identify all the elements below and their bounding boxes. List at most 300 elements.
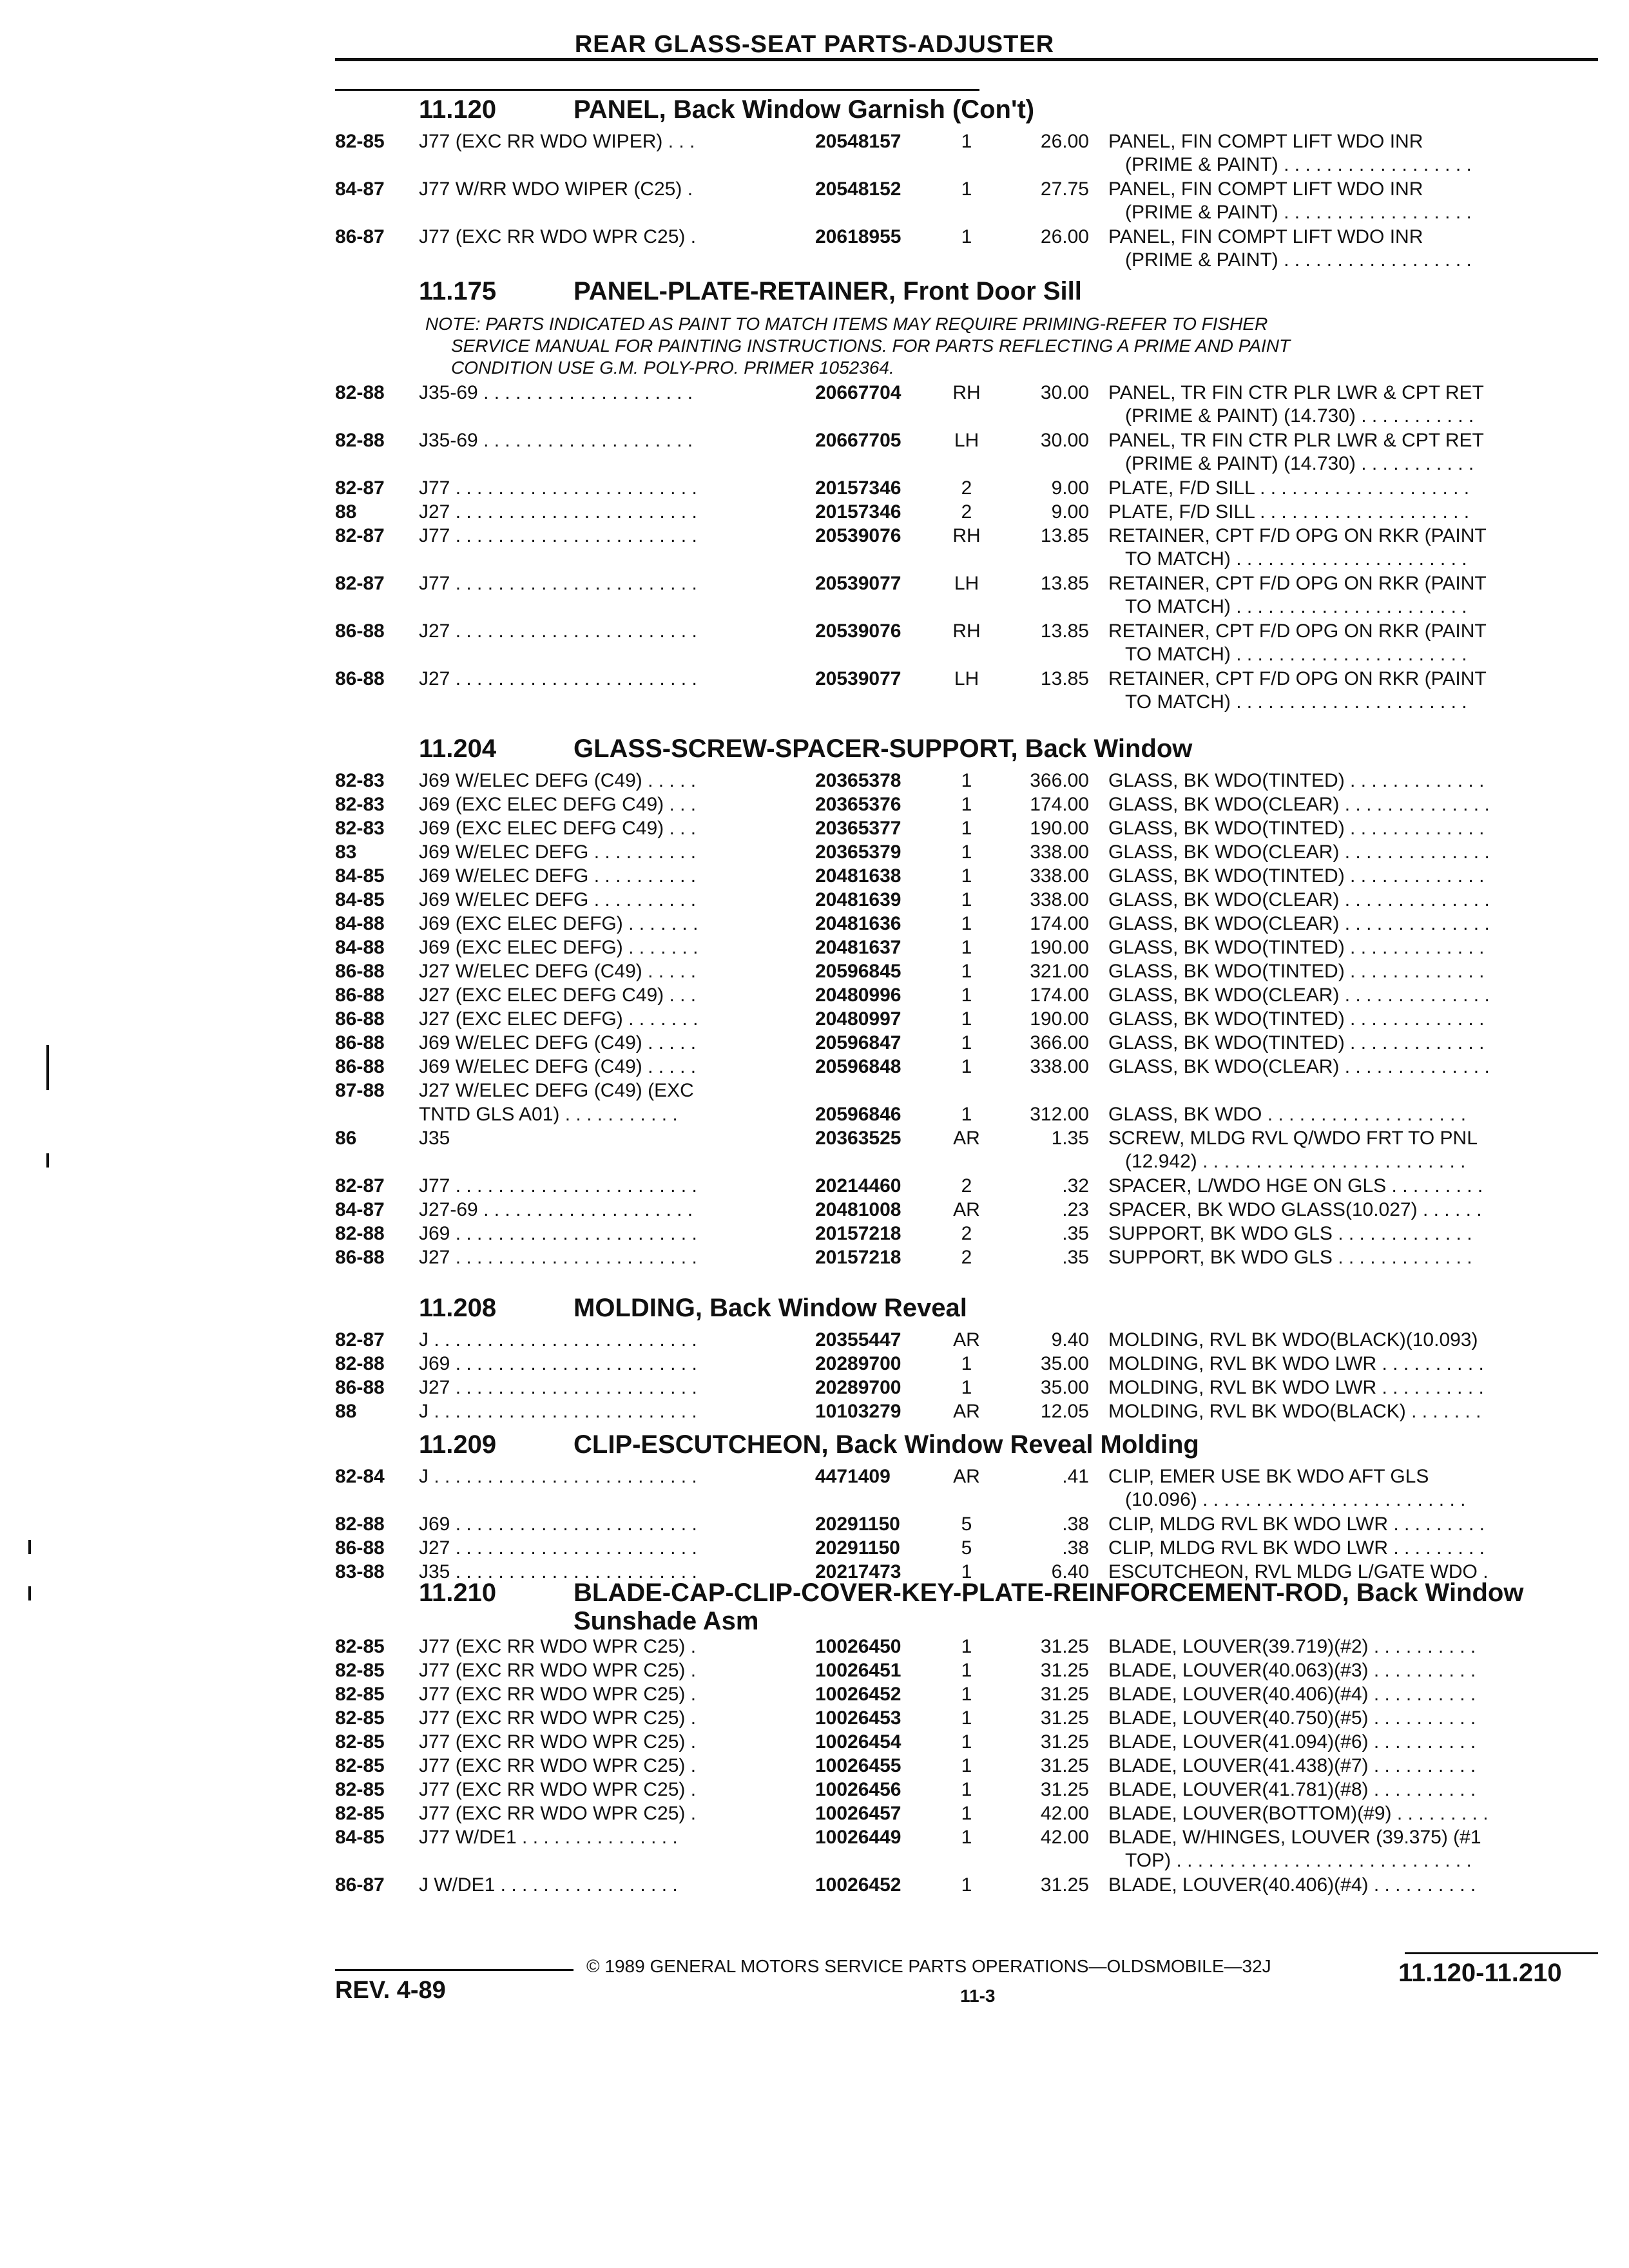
quantity: 1 xyxy=(961,770,972,791)
price: 190.00 xyxy=(1030,1008,1089,1030)
price: 338.00 xyxy=(1030,865,1089,887)
part-row xyxy=(335,1079,1598,1103)
model-code: J35 xyxy=(419,1128,450,1149)
part-description xyxy=(1108,1198,1611,1222)
model-code: J35-69 . . . . . . . . . . . . . . . . . . . . xyxy=(419,430,693,451)
description-line: BLADE, LOUVER(41.094)(#6) . . . . . . . . . . xyxy=(1108,1731,1476,1753)
model-code: J35-69 . . . . . . . . . . . . . . . . . . . . xyxy=(419,382,693,403)
price: .41 xyxy=(1062,1466,1089,1487)
price: 6.40 xyxy=(1051,1561,1089,1582)
part-row xyxy=(335,1635,1598,1659)
section-name: PANEL-PLATE-RETAINER, Front Door Sill xyxy=(574,277,1082,305)
part-row xyxy=(335,1465,1598,1513)
part-description xyxy=(1108,1032,1611,1055)
part-number: 4471409 xyxy=(815,1466,891,1487)
model-year: 82-87 xyxy=(335,525,385,546)
part-number: 20539076 xyxy=(815,525,901,546)
description-line: CLIP, MLDG RVL BK WDO LWR . . . . . . . . . xyxy=(1108,1514,1485,1535)
quantity: RH xyxy=(952,382,981,403)
quantity: 1 xyxy=(961,985,972,1006)
quantity: 1 xyxy=(961,178,972,200)
part-row xyxy=(335,1826,1598,1874)
part-description xyxy=(1108,1707,1611,1730)
price: 190.00 xyxy=(1030,818,1089,839)
price: 174.00 xyxy=(1030,985,1089,1006)
quantity: 1 xyxy=(961,1032,972,1053)
description-line: BLADE, LOUVER(39.719)(#2) . . . . . . . . . . xyxy=(1108,1636,1476,1657)
quantity: LH xyxy=(954,573,979,594)
part-number: 10026457 xyxy=(815,1803,901,1824)
model-code: J27-69 . . . . . . . . . . . . . . . . . . . . xyxy=(419,1199,693,1220)
model-year: 82-85 xyxy=(335,1707,385,1729)
quantity: 2 xyxy=(961,1223,972,1244)
part-row xyxy=(335,960,1598,984)
part-description xyxy=(1108,1175,1611,1198)
description-line: RETAINER, CPT F/D OPG ON RKR (PAINT xyxy=(1108,668,1487,689)
description-line-2: (12.942) . . . . . . . . . . . . . . . . . . . . . . . . . xyxy=(1125,1151,1466,1172)
model-year: 86-88 xyxy=(335,1008,385,1030)
part-description xyxy=(1108,226,1611,272)
part-row xyxy=(335,1731,1598,1754)
model-year: 84-87 xyxy=(335,1199,385,1220)
part-number: 10026453 xyxy=(815,1707,901,1729)
part-row xyxy=(335,1329,1598,1352)
model-code: J69 (EXC ELEC DEFG) . . . . . . . xyxy=(419,937,699,958)
part-description xyxy=(1108,793,1611,816)
footer-rule-left xyxy=(335,1969,574,1971)
model-year: 83-88 xyxy=(335,1561,385,1582)
part-row xyxy=(335,381,1598,429)
model-code: J . . . . . . . . . . . . . . . . . . . . . . . . . xyxy=(419,1401,697,1422)
model-code: J . . . . . . . . . . . . . . . . . . . . . . . . . xyxy=(419,1466,697,1487)
model-code: J27 . . . . . . . . . . . . . . . . . . . . . . . xyxy=(419,1377,697,1398)
model-code: J27 . . . . . . . . . . . . . . . . . . . . . . . xyxy=(419,1247,697,1268)
price: 9.00 xyxy=(1051,501,1089,523)
part-description xyxy=(1108,1537,1611,1560)
part-description xyxy=(1108,130,1611,177)
model-code: J69 (EXC ELEC DEFG C49) . . . xyxy=(419,794,697,815)
description-line-2: (10.096) . . . . . . . . . . . . . . . . . . . . . . . . . xyxy=(1125,1489,1466,1510)
description-line: PLATE, F/D SILL . . . . . . . . . . . . . . . . . . . . xyxy=(1108,477,1470,499)
model-year: 86-88 xyxy=(335,668,385,689)
model-code: J W/DE1 . . . . . . . . . . . . . . . . . xyxy=(419,1874,678,1896)
price: 31.25 xyxy=(1040,1660,1089,1681)
description-line: RETAINER, CPT F/D OPG ON RKR (PAINT xyxy=(1108,620,1487,642)
model-code: J69 (EXC ELEC DEFG C49) . . . xyxy=(419,818,697,839)
model-year: 84-87 xyxy=(335,178,385,200)
part-number: 20596848 xyxy=(815,1056,901,1077)
description-line: GLASS, BK WDO(TINTED) . . . . . . . . . . . . . xyxy=(1108,1032,1485,1053)
price: 31.25 xyxy=(1040,1755,1089,1776)
description-line: SPACER, BK WDO GLASS(10.027) . . . . . . xyxy=(1108,1199,1482,1220)
model-code: J77 (EXC RR WDO WPR C25) . xyxy=(419,1803,697,1824)
part-description xyxy=(1108,429,1611,476)
price: .38 xyxy=(1062,1537,1089,1559)
price: 13.85 xyxy=(1040,525,1089,546)
part-row xyxy=(335,1778,1598,1802)
part-row xyxy=(335,524,1598,572)
part-number: 10103279 xyxy=(815,1401,901,1422)
part-description xyxy=(1108,1683,1611,1706)
model-year: 86-88 xyxy=(335,1032,385,1053)
quantity: RH xyxy=(952,620,981,642)
description-line: GLASS, BK WDO(CLEAR) . . . . . . . . . . . . . . xyxy=(1108,913,1490,934)
part-row xyxy=(335,936,1598,960)
description-line-2: TO MATCH) . . . . . . . . . . . . . . . . . . . . . . xyxy=(1125,691,1467,713)
part-description xyxy=(1108,984,1611,1007)
description-line: ESCUTCHEON, RVL MLDG L/GATE WDO . xyxy=(1108,1561,1489,1582)
part-row xyxy=(335,1352,1598,1376)
price: 13.85 xyxy=(1040,668,1089,689)
quantity: 1 xyxy=(961,841,972,863)
part-number: 20667705 xyxy=(815,430,901,451)
quantity: 1 xyxy=(961,1731,972,1753)
section-title xyxy=(335,1430,1598,1465)
model-code: J27 . . . . . . . . . . . . . . . . . . . . . . . xyxy=(419,668,697,689)
model-year: 88 xyxy=(335,501,357,523)
model-year: 82-87 xyxy=(335,477,385,499)
description-line: GLASS, BK WDO(CLEAR) . . . . . . . . . . . . . . xyxy=(1108,841,1490,863)
part-description xyxy=(1108,1731,1611,1754)
part-description xyxy=(1108,1127,1611,1173)
part-number: 20363525 xyxy=(815,1128,901,1149)
model-code: J77 (EXC RR WDO WPR C25) . xyxy=(419,1779,697,1800)
section-name: PANEL, Back Window Garnish (Con't) xyxy=(574,95,1035,124)
quantity: 1 xyxy=(961,961,972,982)
description-line: SUPPORT, BK WDO GLS . . . . . . . . . . . . . xyxy=(1108,1247,1472,1268)
model-code: J27 W/ELEC DEFG (C49) (EXC xyxy=(419,1080,694,1101)
model-year: 84-85 xyxy=(335,889,385,910)
part-number: 20291150 xyxy=(815,1537,900,1559)
part-row xyxy=(335,841,1598,865)
description-line: BLADE, LOUVER(41.438)(#7) . . . . . . . . . . xyxy=(1108,1755,1476,1776)
model-code: J77 (EXC RR WDO WPR C25) . xyxy=(419,1636,697,1657)
part-description xyxy=(1108,1103,1611,1126)
model-code: J77 . . . . . . . . . . . . . . . . . . . . . . . xyxy=(419,573,697,594)
part-row xyxy=(335,1513,1598,1537)
page-header-title: REAR GLASS-SEAT PARTS-ADJUSTER xyxy=(574,31,1055,58)
part-description xyxy=(1108,477,1611,500)
price: 9.40 xyxy=(1051,1329,1089,1350)
description-line: CLIP, EMER USE BK WDO AFT GLS xyxy=(1108,1466,1429,1487)
description-line: GLASS, BK WDO(TINTED) . . . . . . . . . . . . . xyxy=(1108,961,1485,982)
model-year: 82-87 xyxy=(335,573,385,594)
model-year: 82-88 xyxy=(335,382,385,403)
part-number: 20539077 xyxy=(815,668,901,689)
price: 312.00 xyxy=(1030,1104,1089,1125)
part-description xyxy=(1108,1008,1611,1031)
model-code: J69 W/ELEC DEFG (C49) . . . . . xyxy=(419,1032,697,1053)
part-row xyxy=(335,130,1598,178)
part-number: 20291150 xyxy=(815,1514,900,1535)
part-number: 20289700 xyxy=(815,1377,901,1398)
price: 26.00 xyxy=(1040,131,1089,152)
model-code: J77 W/DE1 . . . . . . . . . . . . . . . xyxy=(419,1827,678,1848)
description-line: CLIP, MLDG RVL BK WDO LWR . . . . . . . . . xyxy=(1108,1537,1485,1559)
model-year: 86-88 xyxy=(335,1377,385,1398)
model-year: 82-88 xyxy=(335,1223,385,1244)
price: 12.05 xyxy=(1040,1401,1089,1422)
model-year: 86 xyxy=(335,1128,357,1149)
model-year: 82-88 xyxy=(335,1353,385,1374)
part-number: 20365376 xyxy=(815,794,901,815)
quantity: 1 xyxy=(961,1779,972,1800)
quantity: 2 xyxy=(961,501,972,523)
price: .32 xyxy=(1062,1175,1089,1196)
part-description xyxy=(1108,889,1611,912)
part-description xyxy=(1108,1376,1611,1399)
quantity: 1 xyxy=(961,1104,972,1125)
description-line: BLADE, LOUVER(40.406)(#4) . . . . . . . . . . xyxy=(1108,1874,1476,1896)
description-line: RETAINER, CPT F/D OPG ON RKR (PAINT xyxy=(1108,525,1487,546)
description-line: PANEL, TR FIN CTR PLR LWR & CPT RET xyxy=(1108,382,1484,403)
price: .38 xyxy=(1062,1514,1089,1535)
part-row xyxy=(335,620,1598,668)
model-code: J69 (EXC ELEC DEFG) . . . . . . . xyxy=(419,913,699,934)
description-line: BLADE, LOUVER(40.750)(#5) . . . . . . . . . . xyxy=(1108,1707,1476,1729)
price: 190.00 xyxy=(1030,937,1089,958)
model-year: 86-88 xyxy=(335,620,385,642)
section-number: 11.175 xyxy=(419,277,497,305)
part-number: 10026456 xyxy=(815,1779,901,1800)
quantity: 1 xyxy=(961,1561,972,1582)
price: 13.85 xyxy=(1040,620,1089,642)
part-number: 20481638 xyxy=(815,865,901,887)
part-description xyxy=(1108,1055,1611,1079)
part-row xyxy=(335,477,1598,501)
quantity: 2 xyxy=(961,477,972,499)
quantity: 1 xyxy=(961,818,972,839)
model-year: 82-85 xyxy=(335,1684,385,1705)
description-line-2: (PRIME & PAINT) . . . . . . . . . . . . . . . . . . xyxy=(1125,154,1472,175)
part-number: 20480996 xyxy=(815,985,901,1006)
price: 338.00 xyxy=(1030,841,1089,863)
description-line: GLASS, BK WDO(CLEAR) . . . . . . . . . . . . . . xyxy=(1108,794,1490,815)
part-number: 20355447 xyxy=(815,1329,901,1350)
part-description xyxy=(1108,769,1611,793)
part-number: 20157346 xyxy=(815,501,901,523)
price: 35.00 xyxy=(1040,1377,1089,1398)
price: 31.25 xyxy=(1040,1684,1089,1705)
price: 13.85 xyxy=(1040,573,1089,594)
description-line-2: TO MATCH) . . . . . . . . . . . . . . . . . . . . . . xyxy=(1125,548,1467,570)
part-description xyxy=(1108,817,1611,840)
description-line: MOLDING, RVL BK WDO(BLACK) . . . . . . . xyxy=(1108,1401,1481,1422)
model-year: 86-88 xyxy=(335,961,385,982)
description-line: GLASS, BK WDO . . . . . . . . . . . . . . . . . . . xyxy=(1108,1104,1467,1125)
part-description xyxy=(1108,1246,1611,1269)
part-number: 20667704 xyxy=(815,382,901,403)
quantity: 2 xyxy=(961,1175,972,1196)
part-description xyxy=(1108,178,1611,224)
quantity: AR xyxy=(953,1329,980,1350)
section-name: BLADE-CAP-CLIP-COVER-KEY-PLATE-REINFORCEMENT-ROD, Back Window Sunshade Asm xyxy=(574,1579,1524,1635)
model-year: 82-83 xyxy=(335,770,385,791)
part-description xyxy=(1108,572,1611,619)
part-row xyxy=(335,501,1598,524)
part-row xyxy=(335,429,1598,477)
model-code: J69 W/ELEC DEFG . . . . . . . . . . xyxy=(419,889,697,910)
part-description xyxy=(1108,960,1611,983)
description-line-2: (PRIME & PAINT) . . . . . . . . . . . . . . . . . . xyxy=(1125,202,1472,223)
quantity: LH xyxy=(954,668,979,689)
model-code: J77 (EXC RR WDO WPR C25) . xyxy=(419,1707,697,1729)
part-row xyxy=(335,1802,1598,1826)
part-row xyxy=(335,1659,1598,1683)
section-title xyxy=(335,735,1598,769)
part-row xyxy=(335,178,1598,226)
description-line-2: TO MATCH) . . . . . . . . . . . . . . . . . . . . . . xyxy=(1125,644,1467,665)
quantity: 1 xyxy=(961,1874,972,1896)
part-description xyxy=(1108,1222,1611,1245)
section-range: 11.120-11.210 xyxy=(1398,1959,1562,1987)
model-code: J77 W/RR WDO WIPER (C25) . xyxy=(419,178,693,200)
part-number: 20480997 xyxy=(815,1008,901,1030)
description-line: PANEL, FIN COMPT LIFT WDO INR xyxy=(1108,226,1423,247)
part-number: 20365379 xyxy=(815,841,901,863)
model-code: J77 (EXC RR WDO WPR C25) . xyxy=(419,1684,697,1705)
price: 31.25 xyxy=(1040,1874,1089,1896)
description-line-2: TO MATCH) . . . . . . . . . . . . . . . . . . . . . . xyxy=(1125,596,1467,617)
part-row xyxy=(335,1222,1598,1246)
part-description xyxy=(1108,1465,1611,1512)
model-year: 87-88 xyxy=(335,1080,385,1101)
model-year: 82-85 xyxy=(335,1731,385,1753)
description-line: GLASS, BK WDO(TINTED) . . . . . . . . . . . . . xyxy=(1108,865,1485,887)
model-code: J69 W/ELEC DEFG (C49) . . . . . xyxy=(419,770,697,791)
description-line-2: (PRIME & PAINT) . . . . . . . . . . . . . . . . . . xyxy=(1125,249,1472,271)
model-year: 86-88 xyxy=(335,985,385,1006)
description-line: PANEL, FIN COMPT LIFT WDO INR xyxy=(1108,131,1423,152)
price: 30.00 xyxy=(1040,430,1089,451)
part-number: 20481639 xyxy=(815,889,901,910)
part-number: 20157218 xyxy=(815,1247,901,1268)
note-line: CONDITION USE G.M. POLY-PRO. PRIMER 1052364. xyxy=(451,358,894,378)
copyright-text: © 1989 GENERAL MOTORS SERVICE PARTS OPERATIONS—OLDSMOBILE—32J xyxy=(586,1956,1271,1976)
part-row xyxy=(335,668,1598,715)
quantity: 1 xyxy=(961,913,972,934)
part-row xyxy=(335,1198,1598,1222)
model-year: 84-85 xyxy=(335,865,385,887)
part-row xyxy=(335,769,1598,793)
price: 35.00 xyxy=(1040,1353,1089,1374)
price: 31.25 xyxy=(1040,1707,1089,1729)
part-number: 20548152 xyxy=(815,178,901,200)
part-number: 20217473 xyxy=(815,1561,901,1582)
part-description xyxy=(1108,620,1611,666)
model-code: J77 (EXC RR WDO WIPER) . . . xyxy=(419,131,695,152)
description-line: PANEL, FIN COMPT LIFT WDO INR xyxy=(1108,178,1423,200)
section-title xyxy=(335,1579,1598,1635)
description-line: GLASS, BK WDO(CLEAR) . . . . . . . . . . . . . . xyxy=(1108,985,1490,1006)
model-year: 86-88 xyxy=(335,1537,385,1559)
part-number: 20481637 xyxy=(815,937,901,958)
model-year: 84-88 xyxy=(335,937,385,958)
model-year: 86-88 xyxy=(335,1247,385,1268)
section-title xyxy=(335,277,1598,312)
part-row xyxy=(335,1400,1598,1424)
part-description xyxy=(1108,1513,1611,1536)
model-code: J77 . . . . . . . . . . . . . . . . . . . . . . . xyxy=(419,525,697,546)
quantity: 1 xyxy=(961,1008,972,1030)
quantity: 1 xyxy=(961,1827,972,1848)
header-rule xyxy=(335,58,1598,61)
quantity: AR xyxy=(953,1401,980,1422)
model-year: 84-88 xyxy=(335,913,385,934)
price: 31.25 xyxy=(1040,1779,1089,1800)
footer-rule-right xyxy=(1405,1952,1598,1954)
model-code: J69 . . . . . . . . . . . . . . . . . . . . . . . xyxy=(419,1514,697,1535)
part-row xyxy=(335,1754,1598,1778)
part-row xyxy=(335,1246,1598,1270)
part-description xyxy=(1108,524,1611,571)
section-title xyxy=(335,1294,1598,1329)
section-number: 11.209 xyxy=(419,1430,497,1459)
section-number: 11.120 xyxy=(419,95,497,124)
part-number: 10026451 xyxy=(815,1660,901,1681)
part-number: 20618955 xyxy=(815,226,901,247)
parts-section xyxy=(335,735,1598,1270)
quantity: 5 xyxy=(961,1514,972,1535)
description-line: GLASS, BK WDO(TINTED) . . . . . . . . . . . . . xyxy=(1108,1008,1485,1030)
description-line: BLADE, LOUVER(41.781)(#8) . . . . . . . . . . xyxy=(1108,1779,1476,1800)
part-description xyxy=(1108,841,1611,864)
part-row xyxy=(335,1008,1598,1032)
description-line-2: TOP) . . . . . . . . . . . . . . . . . . . . . . . . . . . . xyxy=(1125,1850,1472,1871)
model-year: 86-87 xyxy=(335,226,385,247)
quantity: 1 xyxy=(961,1056,972,1077)
quantity: AR xyxy=(953,1128,980,1149)
price: .35 xyxy=(1062,1223,1089,1244)
part-description xyxy=(1108,1874,1611,1897)
price: 174.00 xyxy=(1030,794,1089,815)
quantity: AR xyxy=(953,1199,980,1220)
model-code: J77 (EXC RR WDO WPR C25) . xyxy=(419,1660,697,1681)
part-row xyxy=(335,1175,1598,1198)
part-description xyxy=(1108,1352,1611,1376)
part-description xyxy=(1108,865,1611,888)
model-year: 86-87 xyxy=(335,1874,385,1896)
quantity: 1 xyxy=(961,889,972,910)
price: 174.00 xyxy=(1030,913,1089,934)
price: 30.00 xyxy=(1040,382,1089,403)
margin-mark xyxy=(46,1153,49,1168)
part-number: 20548157 xyxy=(815,131,901,152)
model-code: J77 . . . . . . . . . . . . . . . . . . . . . . . xyxy=(419,1175,697,1196)
description-line: GLASS, BK WDO(CLEAR) . . . . . . . . . . . . . . xyxy=(1108,1056,1490,1077)
model-code: J27 (EXC ELEC DEFG C49) . . . xyxy=(419,985,697,1006)
part-row xyxy=(335,984,1598,1008)
quantity: 1 xyxy=(961,794,972,815)
model-year: 82-85 xyxy=(335,131,385,152)
model-code: J69 . . . . . . . . . . . . . . . . . . . . . . . xyxy=(419,1223,697,1244)
part-row xyxy=(335,572,1598,620)
section-name: CLIP-ESCUTCHEON, Back Window Reveal Molding xyxy=(574,1430,1199,1459)
description-line: GLASS, BK WDO(TINTED) . . . . . . . . . . . . . xyxy=(1108,770,1485,791)
price: .23 xyxy=(1062,1199,1089,1220)
part-number: 20539076 xyxy=(815,620,901,642)
part-number: 20539077 xyxy=(815,573,901,594)
description-line: MOLDING, RVL BK WDO LWR . . . . . . . . . . xyxy=(1108,1353,1484,1374)
part-number: 10026455 xyxy=(815,1755,901,1776)
price: 42.00 xyxy=(1040,1803,1089,1824)
section-note xyxy=(425,313,1559,379)
parts-section xyxy=(335,1579,1598,1898)
part-number: 10026449 xyxy=(815,1827,901,1848)
model-code: J69 . . . . . . . . . . . . . . . . . . . . . . . xyxy=(419,1353,697,1374)
description-line-2: (PRIME & PAINT) (14.730) . . . . . . . . . . . xyxy=(1125,405,1474,427)
description-line: GLASS, BK WDO(TINTED) . . . . . . . . . . . . . xyxy=(1108,818,1485,839)
